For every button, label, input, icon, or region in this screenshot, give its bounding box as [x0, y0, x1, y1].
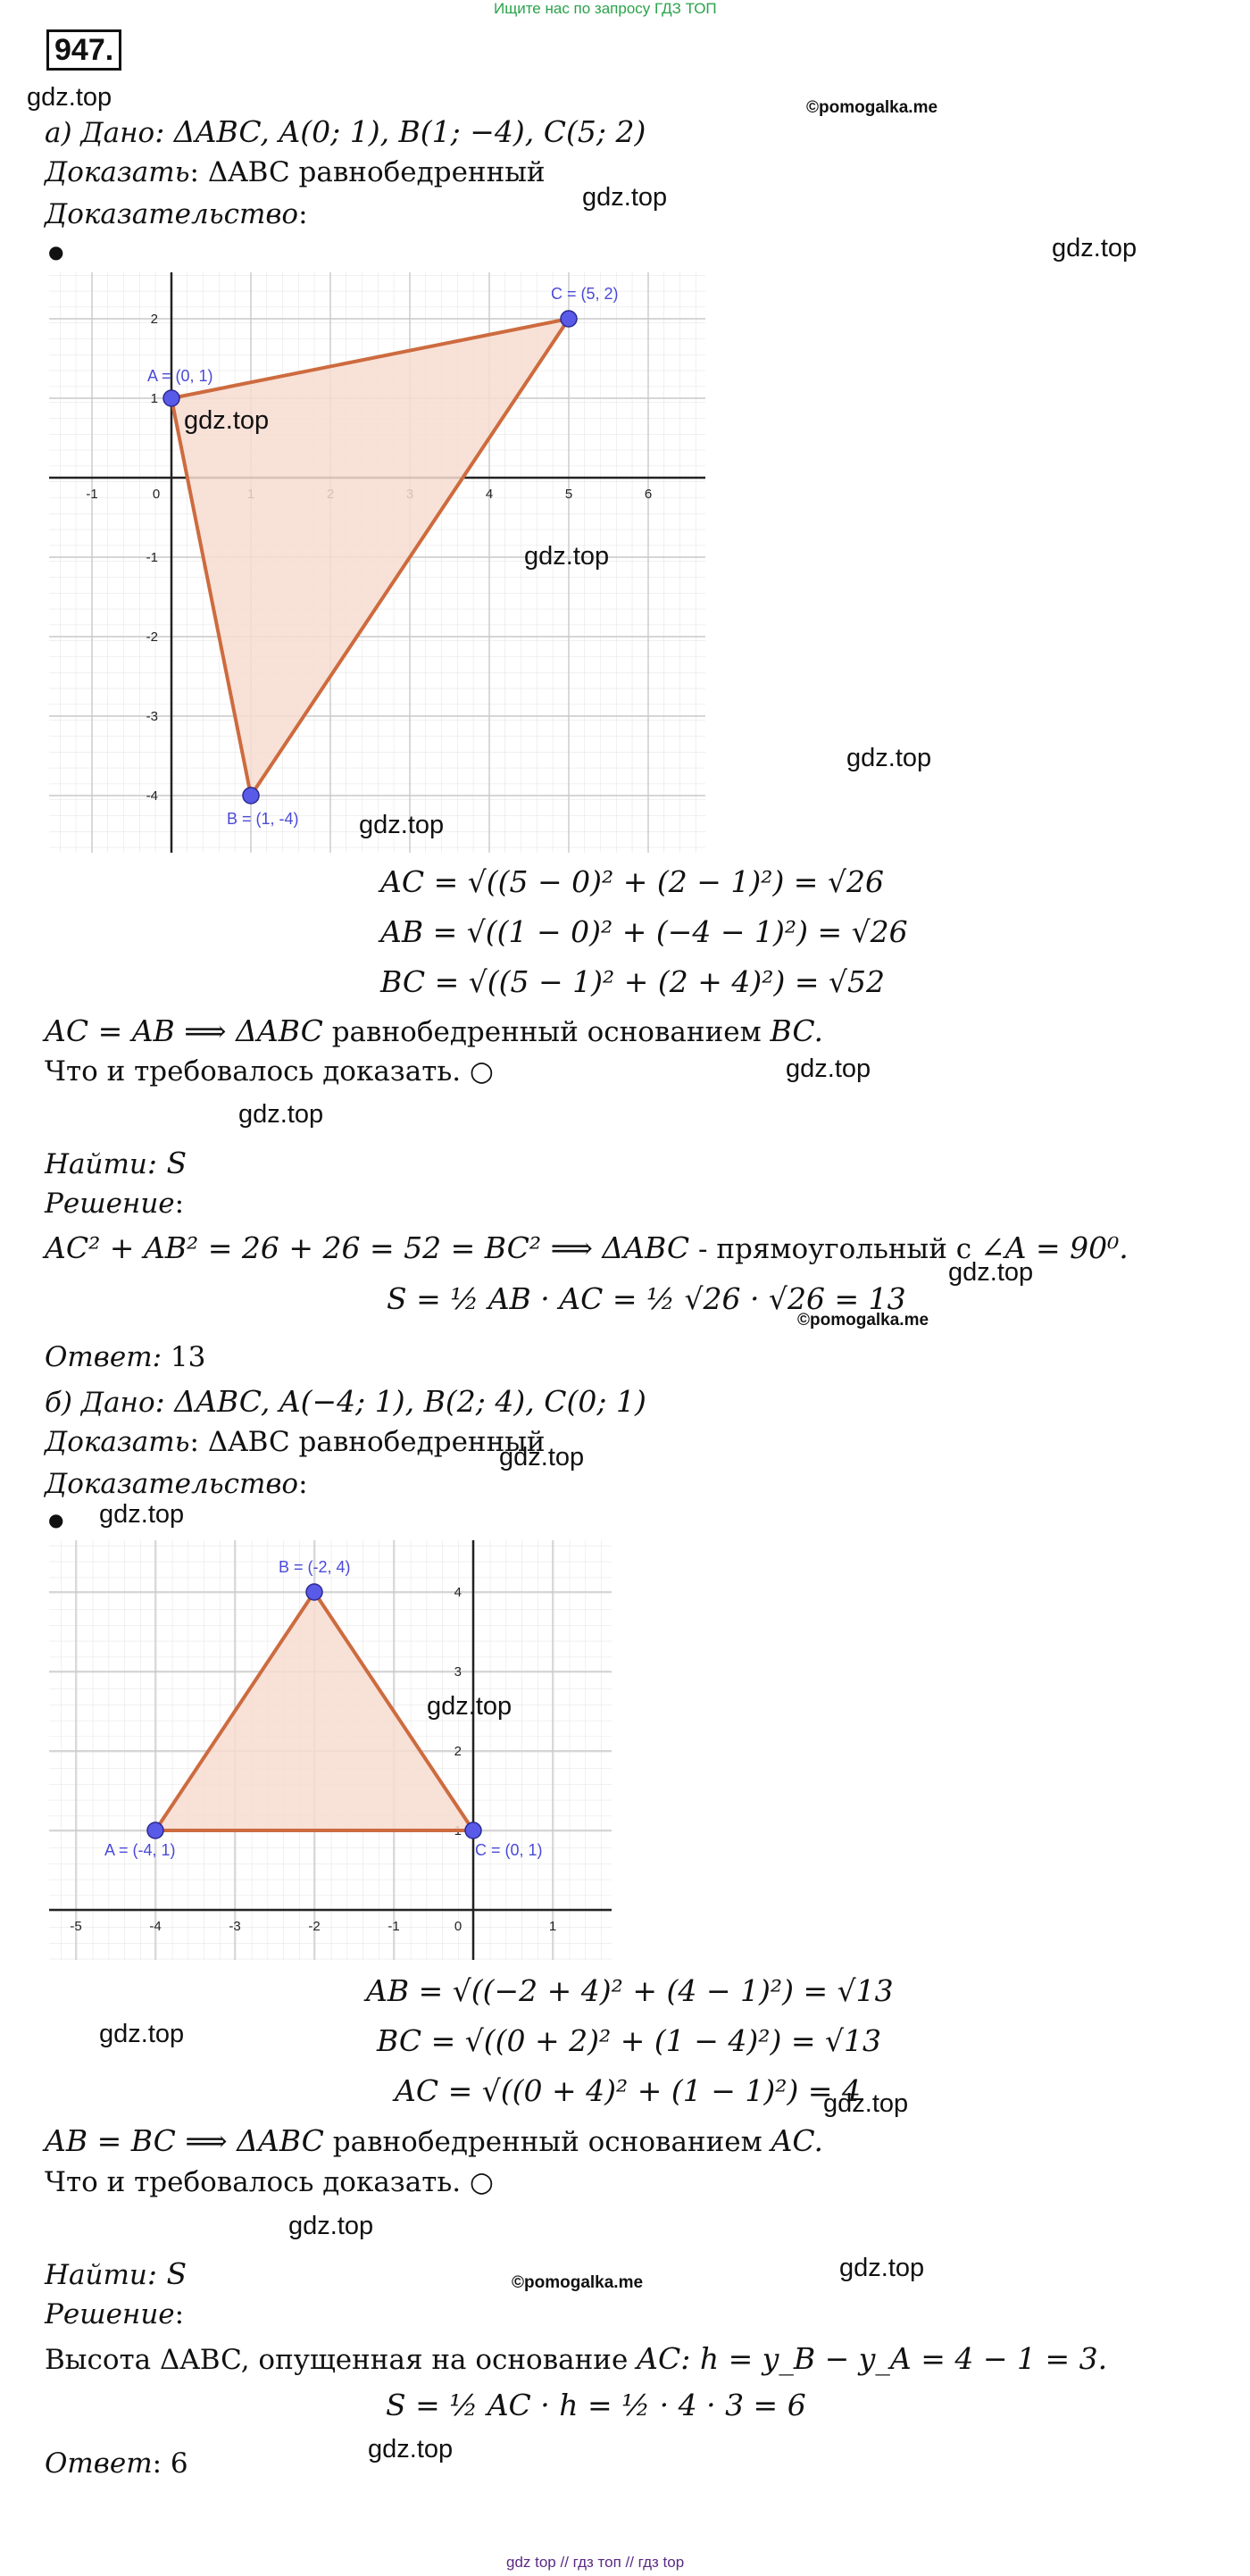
y-tick: -1 [146, 550, 158, 565]
graph-b [49, 1540, 612, 1960]
find-label: Найти [45, 2259, 147, 2291]
part-b-qed: Что и требовалось доказать. ○ [45, 2166, 494, 2198]
watermark: gdz.top [238, 1100, 324, 1129]
point-c [561, 311, 577, 327]
watermark: gdz.top [27, 83, 112, 112]
x-tick: 5 [564, 487, 573, 502]
answer-value: 13 [162, 1341, 206, 1373]
conclusion-base: AC. [771, 2123, 823, 2158]
x-tick: -3 [229, 1919, 241, 1934]
x-tick: -2 [308, 1919, 321, 1934]
watermark: gdz.top [368, 2435, 454, 2463]
part-b-area-formula: S = ½ AC · h = ½ · 4 · 3 = 6 [386, 2388, 806, 2422]
part-a-solution-label [45, 1188, 184, 1220]
part-b-answer [45, 2447, 188, 2480]
solution-label: Решение [45, 2298, 175, 2330]
prove-label: Доказать [45, 1426, 190, 1458]
copyright-watermark: ©pomogalka.me [512, 2273, 644, 2292]
conclusion-text: равнобедренный основанием [323, 2126, 771, 2158]
given-label: а) Дано [45, 117, 155, 149]
point-b [306, 1584, 322, 1600]
solution-colon: : [174, 2298, 185, 2330]
copyright-watermark: ©pomogalka.me [806, 98, 938, 117]
x-tick: -5 [70, 1919, 82, 1934]
watermark: gdz.top [99, 2020, 185, 2048]
y-tick: 2 [454, 1744, 462, 1759]
part-a-given [45, 114, 646, 149]
right-text: - прямоугольный с [689, 1233, 980, 1265]
conclusion-math: AC = AB ⟹ ΔABC [45, 1013, 323, 1048]
label-a: A = (0, 1) [147, 367, 213, 385]
copyright-watermark: ©pomogalka.me [797, 1311, 929, 1330]
bullet: ● [48, 241, 64, 263]
label-a: A = (-4, 1) [104, 1841, 176, 1859]
point-a [163, 390, 179, 406]
part-b-ab-formula: AB = √((−2 + 4)² + (4 − 1)²) = √13 [366, 1973, 894, 2008]
y-tick: 1 [150, 391, 158, 406]
y-tick: 3 [454, 1664, 462, 1680]
label-c: C = (0, 1) [475, 1841, 543, 1859]
part-a-qed: Что и требовалось доказать. ○ [45, 1055, 494, 1088]
watermark: gdz.top [948, 1258, 1034, 1287]
x-tick: 6 [644, 487, 653, 502]
part-a-conclusion [45, 1013, 823, 1048]
height-text: Высота ΔABC, опущенная на основание [45, 2344, 638, 2376]
conclusion-base: BC. [770, 1013, 823, 1048]
part-a-ab-formula: AB = √((1 − 0)² + (−4 − 1)²) = √26 [380, 914, 908, 949]
part-b-proof-label [45, 1468, 308, 1500]
watermark: gdz.top [582, 183, 668, 212]
right-math: AC² + AB² = 26 + 26 = 52 = BC² ⟹ ΔABC [45, 1230, 690, 1265]
search-hint-link[interactable]: Ищите нас по запросу ГДЗ ТОП [494, 0, 717, 17]
watermark: gdz.top [359, 811, 445, 839]
answer-label: Ответ [45, 2447, 153, 2480]
prove-label: Доказать [45, 156, 190, 188]
watermark: gdz.top [184, 406, 270, 435]
answer-label: Ответ: [45, 1341, 162, 1373]
watermark: gdz.top [499, 1443, 585, 1471]
part-a-answer [45, 1341, 205, 1373]
prove-value: : ΔABC равнобедренный [189, 1426, 546, 1458]
find-var: : S [146, 2256, 188, 2291]
part-a-proof-label [45, 198, 308, 230]
watermark: gdz.top [786, 1055, 871, 1083]
label-b: B = (1, -4) [227, 810, 299, 828]
y-tick: 4 [454, 1585, 462, 1600]
part-b-solution-label [45, 2298, 184, 2330]
proof-colon: : [298, 198, 308, 230]
task-number: 947. [46, 29, 121, 71]
solution-label: Решение [45, 1188, 175, 1220]
y-tick: -3 [146, 709, 158, 724]
conclusion-text: равнобедренный основанием [322, 1016, 771, 1048]
watermark: gdz.top [524, 542, 610, 571]
part-b-bc-formula: BC = √((0 + 2)² + (1 − 4)²) = √13 [377, 2023, 881, 2058]
part-a-find [45, 1146, 187, 1180]
given-label: б) Дано [45, 1387, 155, 1419]
proof-label: Доказательство [45, 198, 299, 230]
part-b-given [45, 1384, 646, 1419]
point-a [147, 1822, 163, 1838]
label-b: B = (-2, 4) [279, 1558, 351, 1576]
part-a-bc-formula: BC = √((5 − 1)² + (2 + 4)²) = √52 [380, 964, 885, 999]
x-tick: 0 [454, 1919, 462, 1934]
part-a-prove [45, 156, 546, 188]
right-angle: ∠A = 90⁰. [979, 1230, 1129, 1265]
part-b-height [45, 2341, 1107, 2376]
watermark: gdz.top [427, 1692, 512, 1721]
find-var: : S [146, 1146, 188, 1180]
watermark: gdz.top [839, 2254, 925, 2282]
conclusion-math: AB = BC ⟹ ΔABC [45, 2123, 324, 2158]
watermark: gdz.top [99, 1500, 185, 1529]
part-b-ac-formula: AC = √((0 + 4)² + (1 − 1)²) = 4 [395, 2073, 861, 2108]
x-tick: 1 [548, 1919, 557, 1934]
part-a-ac-formula: AC = √((5 − 0)² + (2 − 1)²) = √26 [380, 864, 884, 899]
part-b-find [45, 2256, 187, 2291]
y-tick: -2 [146, 629, 158, 645]
find-label: Найти [45, 1148, 147, 1180]
bullet: ● [48, 1509, 64, 1530]
x-tick: -1 [86, 487, 98, 502]
y-tick: -4 [146, 788, 158, 804]
label-c: C = (5, 2) [551, 285, 619, 303]
y-tick: 2 [150, 312, 158, 327]
x-tick: -1 [388, 1919, 400, 1934]
x-tick: -4 [149, 1919, 162, 1934]
part-b-conclusion [45, 2123, 823, 2158]
part-a-area-formula: S = ½ AB · AC = ½ √26 · √26 = 13 [387, 1281, 906, 1316]
height-math: AC: h = y_B − y_A = 4 − 1 = 3. [637, 2341, 1108, 2376]
prove-value: : ΔABC равнобедренный [189, 156, 546, 188]
watermark: gdz.top [1052, 234, 1138, 263]
x-tick: 4 [485, 487, 494, 502]
proof-colon: : [298, 1468, 308, 1500]
watermark: gdz.top [846, 744, 932, 772]
proof-label: Доказательство [45, 1468, 299, 1500]
watermark: gdz.top [823, 2089, 909, 2118]
watermark: gdz.top [288, 2212, 374, 2240]
solution-colon: : [174, 1188, 185, 1220]
part-b-prove [45, 1426, 546, 1458]
footer-links[interactable]: gdz top // гдз топ // гдз top [506, 2554, 685, 2571]
given-value: : ΔABC, A(−4; 1), B(2; 4), C(0; 1) [154, 1384, 646, 1419]
answer-value: : 6 [152, 2447, 188, 2480]
point-c [465, 1822, 481, 1838]
x-tick: 0 [152, 487, 161, 502]
given-value: : ΔABC, A(0; 1), B(1; −4), C(5; 2) [154, 114, 646, 149]
point-b [243, 788, 259, 804]
